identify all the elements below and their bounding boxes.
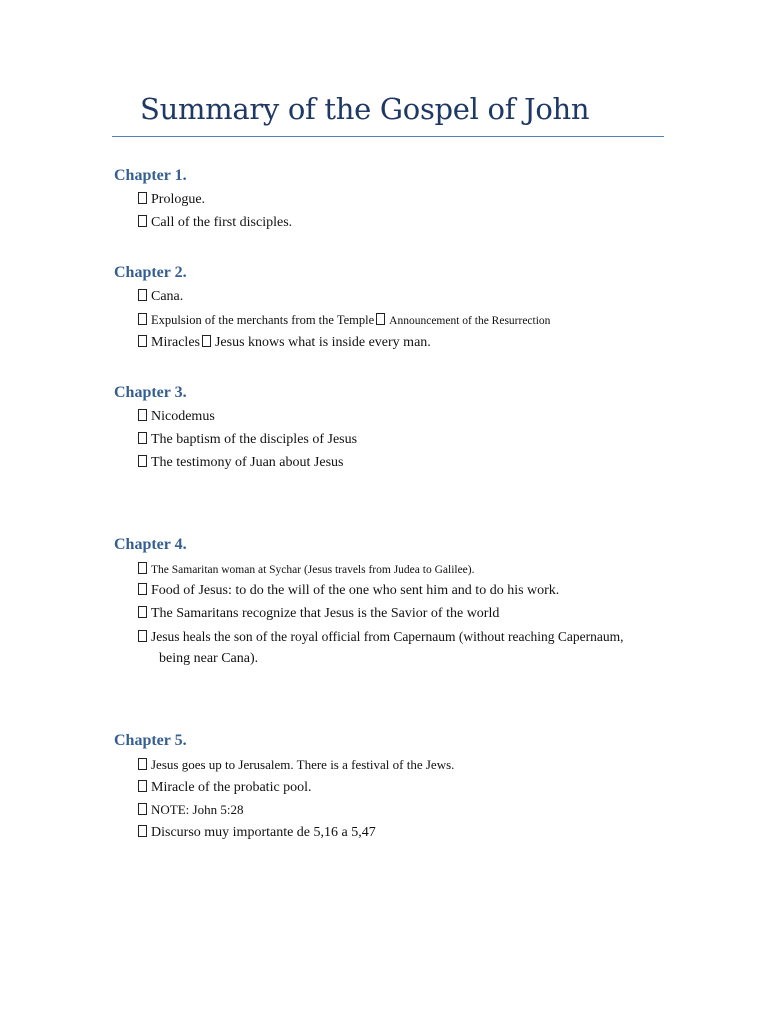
list-item-text: Prologue. (151, 192, 206, 207)
list-item-text: Discurso muy importante de 5,16 a 5,47 (151, 825, 376, 840)
chapter-2-heading: Chapter 2. (114, 264, 187, 281)
bullet-box-icon (138, 825, 147, 837)
bullet-box-icon (138, 409, 147, 421)
chapter-3-heading: Chapter 3. (114, 384, 187, 401)
list-item (138, 801, 243, 819)
list-item (138, 191, 205, 209)
list-item-text: The testimony of Juan about Jesus (151, 455, 344, 470)
list-item-text: Call of the first disciples. (151, 215, 293, 230)
list-item (138, 408, 215, 426)
list-item (138, 560, 475, 579)
list-item-text: Jesus goes up to Jerusalem. There is a festival of the Jews. (151, 757, 455, 772)
list-item (138, 214, 292, 232)
bullet-box-icon (376, 313, 385, 325)
list-item (138, 779, 312, 797)
list-item-text: Jesus knows what is inside every man. (214, 335, 431, 350)
list-item (138, 628, 624, 646)
chapter-4-heading: Chapter 4. (114, 536, 187, 553)
bullet-box-icon (202, 335, 211, 347)
list-item (138, 288, 183, 306)
list-item-text: Expulsion of the merchants from the Temple (151, 313, 375, 327)
bullet-box-icon (138, 758, 147, 770)
bullet-box-icon (138, 192, 147, 204)
list-item-continuation: being near Cana). (159, 651, 259, 666)
list-item (138, 824, 376, 842)
list-item-text: NOTE: John 5:28 (151, 802, 244, 817)
list-item-text: The Samaritans recognize that Jesus is the Savior of the world (151, 606, 500, 621)
list-item-text: Food of Jesus: to do the will of the one who sent him and to do his work. (151, 583, 560, 598)
list-item (138, 311, 550, 330)
list-item-text: The Samaritan woman at Sychar (Jesus travels from Judea to Galilee). (151, 564, 475, 576)
bullet-box-icon (138, 780, 147, 792)
list-item-text: Jesus heals the son of the royal official from Capernaum (without reaching Capernaum, (151, 629, 624, 644)
list-item-text: Announcement of the Resurrection (389, 315, 551, 327)
bullet-box-icon (138, 313, 147, 325)
chapter-1-heading: Chapter 1. (114, 167, 187, 184)
list-item (138, 454, 343, 472)
bullet-box-icon (138, 215, 147, 227)
bullet-box-icon (138, 630, 147, 642)
list-item (138, 756, 454, 774)
list-item-text: Miracles (151, 335, 200, 350)
list-item-text: The baptism of the disciples of Jesus (151, 432, 358, 447)
list-item-text: Nicodemus (151, 409, 215, 424)
bullet-box-icon (138, 289, 147, 301)
bullet-box-icon (138, 803, 147, 815)
page-title: Summary of the Gospel of John (140, 92, 590, 126)
bullet-box-icon (138, 606, 147, 618)
list-item-text: Cana. (151, 289, 184, 304)
title-underline (112, 136, 664, 137)
bullet-box-icon (138, 583, 147, 595)
bullet-box-icon (138, 335, 147, 347)
bullet-box-icon (138, 562, 147, 574)
bullet-box-icon (138, 455, 147, 467)
list-item (138, 605, 499, 623)
bullet-box-icon (138, 432, 147, 444)
list-item (138, 334, 431, 352)
list-item-text: Miracle of the probatic pool. (151, 780, 312, 795)
list-item (138, 582, 559, 600)
list-item (138, 431, 357, 449)
chapter-5-heading: Chapter 5. (114, 732, 187, 749)
